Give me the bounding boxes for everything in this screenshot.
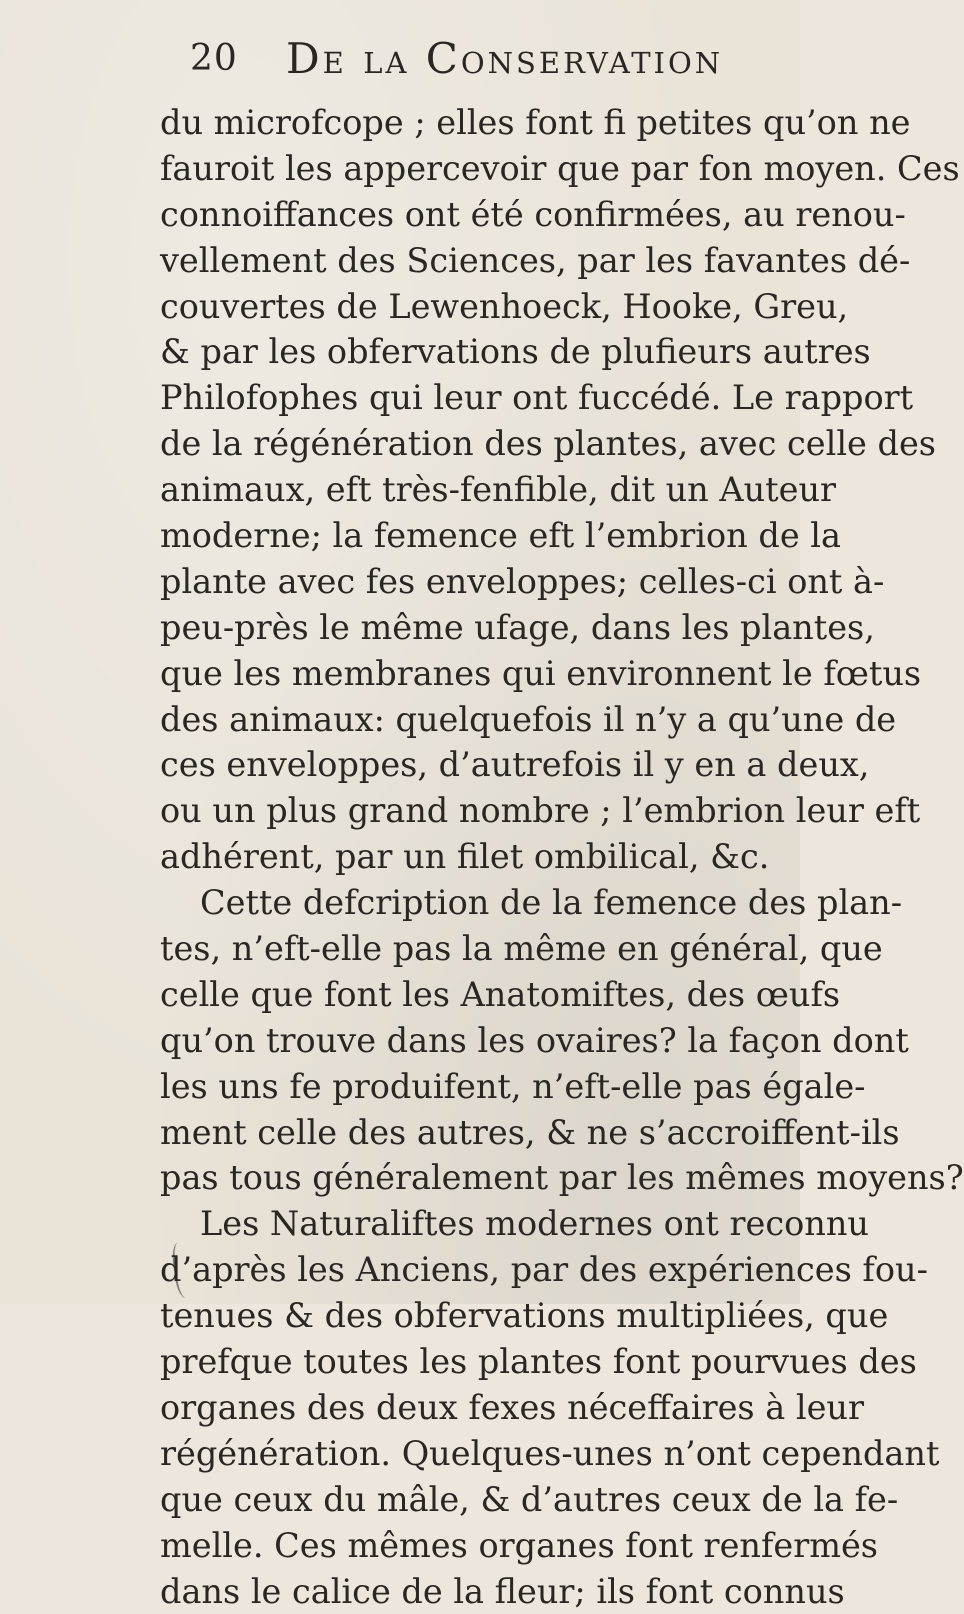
text-line: ment celle des autres, & ne s’accroiffent-ils <box>160 1110 770 1156</box>
text-line: pas tous généralement par les mêmes moyens? <box>160 1155 770 1201</box>
text-line: de la régénération des plantes, avec celle des <box>160 421 770 467</box>
text-line: qu’on trouve dans les ovaires? la façon dont <box>160 1018 770 1064</box>
text-line: moderne; la femence eft l’embrion de la <box>160 513 770 559</box>
text-line: animaux, eft très-fenfible, dit un Auteur <box>160 467 770 513</box>
text-line: des animaux: quelquefois il n’y a qu’une de <box>160 697 770 743</box>
text-line: connoiffances ont été confirmées, au renou- <box>160 192 770 238</box>
body-text <box>160 100 770 1614</box>
text-line: ces enveloppes, d’autrefois il y en a deux, <box>160 742 770 788</box>
text-line: que ceux du mâle, & d’autres ceux de la fe- <box>160 1477 770 1523</box>
text-line: tenues & des obfervations multipliées, que <box>160 1293 770 1339</box>
text-line: d’après les Anciens, par des expériences fou- <box>160 1247 770 1293</box>
text-line: prefque toutes les plantes font pourvues des <box>160 1339 770 1385</box>
text-line: & par les obfervations de plufieurs autres <box>160 329 770 375</box>
text-line: régénération. Quelques-unes n’ont cependant <box>160 1431 770 1477</box>
page-number: 20 <box>190 38 238 79</box>
text-line: couvertes de Lewenhoeck, Hooke, Greu, <box>160 284 770 330</box>
paragraph-start-line: Les Naturaliftes modernes ont reconnu <box>160 1201 770 1247</box>
text-line: ou un plus grand nombre ; l’embrion leur eft <box>160 788 770 834</box>
text-line: vellement des Sciences, par les favantes dé- <box>160 238 770 284</box>
page-header <box>0 32 800 82</box>
text-line: melle. Ces mêmes organes font renfermés <box>160 1523 770 1569</box>
text-line: peu-près le même ufage, dans les plantes, <box>160 605 770 651</box>
text-line: fauroit les appercevoir que par fon moyen. Ces <box>160 146 770 192</box>
text-line: dans le calice de la fleur; ils font connus <box>160 1569 770 1614</box>
text-line: les uns fe produifent, n’eft-elle pas égale- <box>160 1064 770 1110</box>
text-line: tes, n’eft-elle pas la même en général, que <box>160 926 770 972</box>
text-line: que les membranes qui environnent le fœtus <box>160 651 770 697</box>
text-line: organes des deux fexes néceffaires à leur <box>160 1385 770 1431</box>
paragraph-start-line: Cette defcription de la femence des plan- <box>160 880 770 926</box>
text-line: celle que font les Anatomiftes, des œufs <box>160 972 770 1018</box>
text-line: plante avec fes enveloppes; celles-ci ont à- <box>160 559 770 605</box>
text-line: du microfcope ; elles font fi petites qu’on ne <box>160 100 770 146</box>
running-head: De la Conservation <box>286 34 723 83</box>
text-line: adhérent, par un filet ombilical, &c. <box>160 834 770 880</box>
text-line: Philofophes qui leur ont fuccédé. Le rapport <box>160 375 770 421</box>
